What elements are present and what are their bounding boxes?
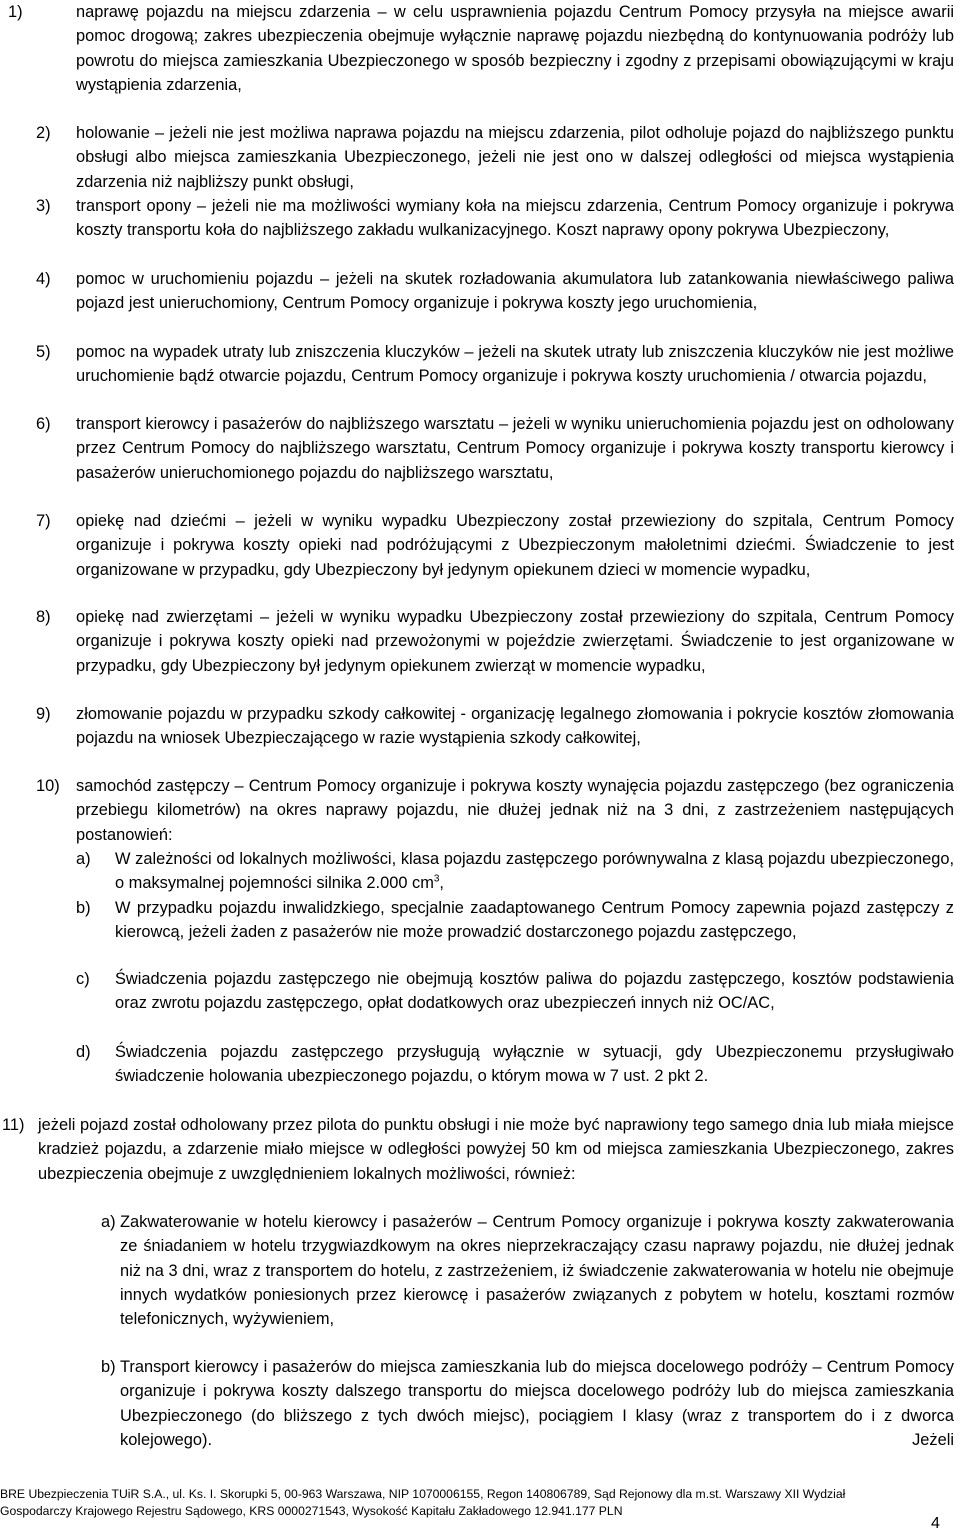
list-number: 3) <box>36 197 51 215</box>
list-item-3: transport opony – jeżeli nie ma możliwości wymiany koła na miejscu zdarzenia, Centrum Pomocy organizuje i pokrywa koszty transportu koła do najbliższego zakładu wulkanizacyjnego. Koszt naprawy opony pokrywa Ubezpieczony, <box>76 197 954 240</box>
sub-item-10b: W przypadku pojazdu inwalidzkiego, specjalnie zaadaptowanego Centrum Pomocy zapewnia pojazd zastępczy z kierowcą, jeżeli żaden z pasażerów nie może prowadzić dostarczonego pojazdu zastępczego, <box>115 899 954 942</box>
sub-item-10a: W zależności od lokalnych możliwości, klasa pojazdu zastępczego porównywalna z klasą pojazdu ubezpieczonego, o maksymalnej pojemności silnika 2.000 $cm^3$, <box>115 850 954 893</box>
page-footer <box>0 1486 960 1519</box>
list-item-10: samochód zastępczy – Centrum Pomocy organizuje i pokrywa koszty wynajęcia pojazdu zastępczego (bez ograniczenia przebiegu kilometrów) na okres naprawy pojazdu, nie dłużej jednak niż na 3 dni, z zastrzeżeniem następujących postanowień: <box>76 777 954 844</box>
sub-item-10d: Świadczenia pojazdu zastępczego przysługują wyłącznie w sytuacji, gdy Ubezpieczonemu przysługiwało świadczenie holowania ubezpieczonego pojazdu, o którym mowa w 7 ust. 2 pkt 2. <box>115 1043 954 1086</box>
sub-item-10c: Świadczenia pojazdu zastępczego nie obejmują kosztów paliwa do pojazdu zastępczego, kosztów podstawienia oraz zwrotu pojazdu zastępczego, opłat dodatkowych oraz ubezpieczeń innych niż OC/AC, <box>115 970 954 1013</box>
list-number: 6) <box>36 415 51 433</box>
sub-item-11a: Zakwaterowanie w hotelu kierowcy i pasażerów – Centrum Pomocy organizuje i pokrywa koszty zakwaterowania ze śniadaniem w hotelu trzygwiazdkowym na okres nieprzekraczający czasu naprawy pojazdu, nie dłużej jednak niż na 3 dni, wraz z transportem do hotelu, z zastrzeżeniem, iż świadczenie zakwaterowania w hotelu nie obejmuje innych wydatków poniesionych przez kierowcę i pasażerów związanych z pobytem w hotelu, kosztami rozmów telefonicznych, wyżywieniem, <box>120 1213 954 1329</box>
list-item-4: pomoc w uruchomieniu pojazdu – jeżeli na skutek rozładowania akumulatora lub zatankowania niewłaściwego paliwa pojazd jest unieruchomiony, Centrum Pomocy organizuje i pokrywa koszty jego uruchomienia, <box>76 270 954 313</box>
sub-item-letter: b) <box>101 1358 116 1376</box>
footer-line-2: Gospodarczy Krajowego Rejestru Sądowego, KRS 0000271543, Wysokość Kapitału Zakładowego 12.941.177 PLN <box>0 1503 623 1518</box>
list-number: 1) <box>8 3 23 21</box>
list-number: 8) <box>36 608 51 626</box>
list-number: 5) <box>36 343 51 361</box>
list-item-5: pomoc na wypadek utraty lub zniszczenia kluczyków – jeżeli na skutek utraty lub zniszczenia kluczyków nie jest możliwe uruchomienie bądź otwarcie pojazdu, Centrum Pomocy organizuje i pokrywa koszty uruchomienia / otwarcia pojazdu, <box>76 343 954 386</box>
list-item-8: opiekę nad zwierzętami – jeżeli w wyniku wypadku Ubezpieczony został przewieziony do szpitala, Centrum Pomocy organizuje i pokrywa koszty opieki nad przewożonymi w pojeździe zwierzętami. Świadczenie to jest organizowane w przypadku, gdy Ubezpieczony był jedynym opiekunem zwierząt w momencie wypadku, <box>76 608 954 675</box>
footer-line-1: BRE Ubezpieczenia TUiR S.A., ul. Ks. I. Skorupki 5, 00-963 Warszawa, NIP 1070006155, Regon 140806789, Sąd Rejonowy dla m.st. Warszawy XII Wydział <box>0 1487 846 1501</box>
list-item-9: złomowanie pojazdu w przypadku szkody całkowitej - organizację legalnego złomowania i pokrycie kosztów złomowania pojazdu na wniosek Ubezpieczającego w razie wystąpienia szkody całkowitej, <box>76 705 954 748</box>
sub-item-letter: a) <box>101 1213 116 1231</box>
list-number: 7) <box>36 512 51 530</box>
list-item-7: opiekę nad dziećmi – jeżeli w wyniku wypadku Ubezpieczony został przewieziony do szpitala, Centrum Pomocy organizuje i pokrywa koszty opieki nad podróżującymi z Ubezpieczonym małoletnimi dziećmi. Świadczenie to jest organizowane w przypadku, gdy Ubezpieczony był jedynym opiekunem dzieci w momencie wypadku, <box>76 512 954 579</box>
sub-item-letter: b) <box>76 899 91 917</box>
list-item-6: transport kierowcy i pasażerów do najbliższego warsztatu – jeżeli w wyniku unieruchomienia pojazdu jest on odholowany przez Centrum Pomocy do najbliższego warsztatu, Centrum Pomocy organizuje i pokrywa koszty transportu kierowcy i pasażerów unieruchomionego pojazdu do najbliższego warsztatu, <box>76 415 954 482</box>
list-item-2: holowanie – jeżeli nie jest możliwa naprawa pojazdu na miejscu zdarzenia, pilot odholuje pojazd do najbliższego punktu obsługi albo miejsca zamieszkania Ubezpieczonego, jeżeli nie jest ono w dalszej odległości od miejsca wystąpienia zdarzenia niż najbliższy punkt obsługi, <box>76 124 954 191</box>
list-number: 11) <box>2 1116 25 1134</box>
page-number: 4 <box>931 1515 940 1532</box>
list-item-11: jeżeli pojazd został odholowany przez pilota do punktu obsługi i nie może być naprawiony tego samego dnia lub miała miejsce kradzież pojazdu, a zdarzenie miało miejsce w odległości powyżej 50 km od miejsca zamieszkania Ubezpieczonego, zakres ubezpieczenia obejmuje z uwzględnieniem lokalnych możliwości, również: <box>38 1116 954 1183</box>
list-number: 10) <box>36 777 60 795</box>
list-number: 2) <box>36 124 51 142</box>
list-number: 9) <box>36 705 51 723</box>
sub-item-letter: d) <box>76 1043 91 1061</box>
sub-item-letter: c) <box>76 970 90 988</box>
list-item-1: naprawę pojazdu na miejscu zdarzenia – w celu usprawnienia pojazdu Centrum Pomocy przysyła na miejsce awarii pomoc drogową; zakres ubezpieczenia obejmuje wyłącznie naprawę pojazdu niezbędną do kontynuowania podróży lub powrotu do miejsca zamieszkania Ubezpieczonego w sposób bezpieczny i zgodny z przepisami obowiązującymi w kraju wystąpienia zdarzenia, <box>76 3 954 94</box>
list-number: 4) <box>36 270 51 288</box>
sub-item-11b: Transport kierowcy i pasażerów do miejsca zamieszkania lub do miejsca docelowego podróży – Centrum Pomocy organizuje i pokrywa koszty dalszego transportu do miejsca docelowego podróży lub do miejsca zamieszkania Ubezpieczonego (do bliższego z tych dwóch miejsc), pociągiem I klasy (wraz z transportem do i z dworca kolejowego). Jeżeli <box>120 1358 954 1449</box>
sub-item-letter: a) <box>76 850 91 868</box>
